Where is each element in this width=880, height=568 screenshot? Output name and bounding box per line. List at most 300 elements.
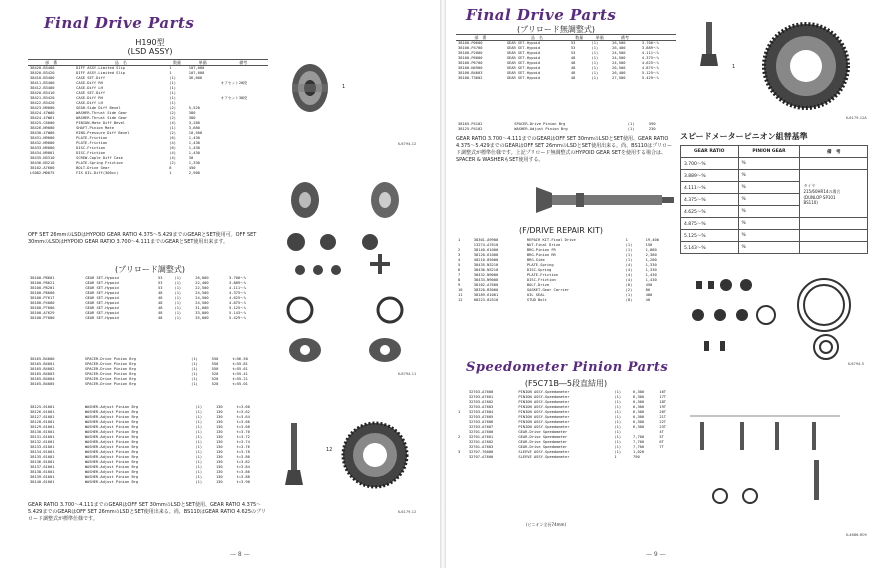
table-cell: 5.429～% (641, 76, 659, 80)
table-cell: GEAR SET-Hypoid (85, 306, 119, 310)
table-cell: (8) (625, 283, 633, 287)
col-header: 備考 (610, 35, 640, 41)
table-cell: 19T (659, 405, 667, 409)
table-cell: SCREW-Cople Diff Case (76, 156, 123, 160)
table-cell: 130 (215, 455, 223, 459)
table-cell: オフセット30段 (220, 96, 247, 100)
table-cell: 80 (645, 288, 651, 292)
table-cell: (4) (169, 121, 176, 125)
table-cell: 4 (458, 258, 461, 262)
table-cell: 23T (659, 425, 667, 429)
table-cell: GEAR SET-Hypoid (85, 281, 119, 285)
table-cell: 38100-B4603 (458, 71, 483, 75)
table-row (28, 382, 268, 387)
ratio-cell: % (738, 242, 800, 254)
table-cell: 4.875～% (229, 301, 247, 305)
table-cell: WASHER-Adjust Pinion Brg (84, 430, 139, 434)
table-cell: 38130-61001 (30, 430, 55, 434)
table-cell: 38100-P8600 (30, 291, 55, 295)
table-cell: 1,020 (633, 450, 645, 454)
ratio-col-header: GEAR RATIO (681, 146, 739, 158)
table-cell: 130 (215, 430, 223, 434)
table-cell: WASHER-Adjust Pinion Brg (84, 410, 139, 414)
table-cell: (1) (174, 281, 182, 285)
table-cell: 35,000 (195, 316, 209, 320)
table-cell: (1) (191, 367, 198, 371)
table-cell: 550 (211, 362, 219, 366)
table-cell: 5.125～% (229, 306, 247, 310)
preload-section-title: (プリロード調整式) (115, 265, 185, 274)
table-cell: 1 (169, 71, 172, 75)
diff-case-illustration (285, 180, 415, 220)
table-cell: GEAR SET-Hypoid (506, 51, 541, 55)
ratio-note-cell (800, 230, 868, 242)
table-cell: 38432-N9000 (473, 273, 499, 277)
callout-1: 1 (342, 84, 346, 90)
table-cell: 32703-A7605 (468, 415, 494, 419)
table-cell: 38127-61001 (30, 415, 55, 419)
table-cell: (1) (169, 81, 176, 85)
table-cell: 4.111～% (641, 51, 659, 55)
table-cell: t=3.60 (236, 405, 250, 409)
table-cell: 790 (633, 455, 640, 459)
table-cell: 4T (659, 430, 664, 434)
table-cell: 4.625～% (641, 61, 659, 65)
table-cell: GEAR SET-Hypoid (506, 41, 541, 45)
table-cell: 53 (158, 281, 163, 285)
table-cell: 40210-85000 (473, 258, 499, 262)
ratio-cell: 4.111～% (681, 182, 739, 194)
table-cell: (1) (169, 86, 176, 90)
table-cell: 1,330 (645, 268, 657, 272)
table-cell: DIFF ASSY-Limited Slip (76, 71, 126, 75)
figure-caption: K-6794-5 (848, 362, 865, 366)
table-cell: 38433-N9000 (473, 278, 499, 282)
table-cell: OIL SEAL (526, 293, 545, 297)
table-cell: (1) (169, 76, 176, 80)
table-cell: 38434-N9001 (30, 151, 55, 155)
table-cell: (1) (195, 440, 203, 444)
table-cell: PINION ASSY-Speedometer (518, 395, 570, 399)
col-header: 部 番 (456, 35, 505, 41)
table-cell: 7T (659, 445, 664, 449)
table-cell: (1) (195, 435, 203, 439)
table-cell: 38126-61001 (30, 410, 55, 414)
table-cell: BRG-Pinion FR (526, 248, 556, 252)
table-cell: 6T (659, 440, 664, 444)
table-cell: 150 (645, 243, 653, 247)
table-cell: 24,500 (612, 51, 626, 55)
table-cell (456, 455, 467, 460)
table-cell: (1) (195, 465, 203, 469)
table-cell: (1) (195, 445, 203, 449)
table-cell: SPACER-Drive Pinion Brg (84, 382, 136, 386)
table-cell: (2) (169, 131, 176, 135)
lsd-exploded-parts-illustration (280, 230, 420, 370)
table-cell: (4) (625, 268, 633, 272)
table-cell: 1,430 (645, 273, 657, 277)
ratio-row (681, 230, 868, 242)
speedo-parts-table (456, 390, 676, 460)
table-cell: (1) (625, 248, 633, 252)
table-cell: 4.375～% (641, 56, 659, 60)
table-cell: 520 (211, 372, 219, 376)
table-cell: 550 (211, 367, 219, 371)
table-cell: 2 (458, 435, 461, 439)
table-cell: DISC-Friction (526, 278, 556, 282)
table-cell: (1) (174, 276, 182, 280)
table-cell: t=55.41 (232, 372, 248, 376)
table-cell: 5.143～% (229, 311, 247, 315)
table-cell: WASHER-Adjust Pinion Brg (514, 127, 568, 131)
table-cell: 38120-61000 (473, 253, 499, 257)
table-cell: 3,280 (188, 121, 200, 125)
table-cell: 48 (158, 301, 163, 305)
table-cell: 38433-N9000 (30, 146, 55, 150)
table-cell: (1) (591, 46, 599, 50)
repair-kit-parts-illustration (686, 275, 856, 365)
table-cell: 38136-61001 (30, 460, 55, 464)
table-cell: 08223-82510 (473, 298, 499, 302)
table-cell: WASHER-Thrust Side Gear (76, 116, 128, 120)
table-cell: 38320-B3000 (473, 288, 499, 292)
table-cell: オフセット20段 (220, 81, 247, 85)
ring-gear-illustration (696, 14, 876, 114)
speedometer-pinion-illustration (690, 410, 860, 520)
table-cell: 19,400 (645, 238, 659, 242)
figure-caption: K-6794-11 (398, 372, 417, 376)
table-cell: (1) (614, 390, 622, 394)
table-cell: CASE-Diff LH (76, 101, 103, 105)
table-cell: PINION ASSY-Speedometer (518, 405, 570, 409)
table-cell: BRG-Side (526, 258, 545, 262)
table-cell: t=3.76 (236, 445, 250, 449)
table-cell: 5,520 (188, 106, 200, 110)
table-cell: GEAR SET-Hypoid (85, 286, 119, 290)
table-cell: 6,300 (633, 405, 645, 409)
table-cell: t=55.81 (232, 362, 248, 366)
left-page-title: Final Drive Parts (44, 14, 195, 32)
table-cell: 38100-P6000 (458, 56, 483, 60)
table-cell: GEAR SET-Hypoid (506, 66, 541, 70)
table-cell: t=3.62 (236, 410, 250, 414)
table-cell: 38165-B4001 (30, 362, 55, 366)
table-cell: 130 (215, 405, 223, 409)
table-cell: 1 (625, 238, 628, 242)
table-cell: 130 (215, 445, 223, 449)
table-cell: GEAR SET-Hypoid (85, 311, 119, 315)
table-cell: (4) (625, 273, 633, 277)
table-cell: 7 (458, 273, 461, 277)
table-row (28, 480, 268, 485)
table-cell: 38100-P8621 (30, 281, 55, 285)
page-number: — 8 — (230, 551, 250, 558)
table-cell: 130 (215, 475, 223, 479)
table-cell: (1) (614, 395, 622, 399)
table-cell: (4) (169, 151, 176, 155)
table-cell: WASHER-Adjust Pinion Brg (84, 420, 139, 424)
table-cell: 22,500 (195, 286, 209, 290)
table-row (456, 298, 676, 303)
table-cell: (1) (191, 362, 198, 366)
table-cell: 38129-61001 (30, 425, 55, 429)
table-cell: SLEEVE ASSY-Speedometer (518, 450, 570, 454)
table-cell: 24,500 (612, 61, 626, 65)
table-cell: 38431-N9000 (30, 136, 55, 140)
table-cell: (1) (174, 306, 182, 310)
table-cell: (8) (625, 298, 633, 302)
table-cell: 38165-B4002 (30, 367, 55, 371)
table-cell: 38100-P6700 (458, 61, 483, 65)
table-cell: 38425-C6000 (30, 121, 55, 125)
table-cell: 38100-P7600 (30, 306, 55, 310)
table-cell: 38100-P0600 (458, 41, 483, 45)
table-cell: 130 (215, 425, 223, 429)
table-cell: (1) (627, 127, 635, 131)
table-cell: PINION ASSY-Speedometer (518, 415, 570, 419)
table-cell: 32703-A7604 (468, 410, 494, 414)
table-cell: t=56.50 (232, 357, 248, 361)
table-cell: GEAR-Drive Speedometer (518, 435, 568, 439)
table-cell: (1) (174, 316, 182, 320)
table-cell: 38135-61001 (30, 455, 55, 459)
table-cell: PINION ASSY-Speedometer (518, 400, 570, 404)
table-cell: 3.700～% (229, 276, 247, 280)
col-header: 備考 (219, 60, 268, 66)
table-cell: 38420-B3420 (30, 71, 55, 75)
table-cell: 10,500 (188, 131, 203, 135)
table-cell: GEAR-Side Diff Bevel (76, 106, 121, 110)
no-preload-spacer-table (456, 122, 676, 132)
table-cell: 130 (215, 435, 223, 439)
table-cell: 38131-61001 (30, 435, 55, 439)
table-cell: 130 (215, 480, 223, 484)
table-cell: 6,300 (633, 395, 645, 399)
table-cell: (1) (195, 480, 203, 484)
table-cell: 4.111～% (229, 286, 247, 290)
table-cell: (1) (169, 91, 176, 95)
table-cell: 3 (458, 253, 461, 257)
table-cell: DISC-Friction (76, 151, 106, 155)
table-cell: 38411-B3400 (30, 81, 55, 85)
table-cell: 3,680 (188, 126, 200, 130)
table-cell: 24,500 (612, 56, 626, 60)
table-cell: 38436-N3210 (30, 161, 55, 165)
table-cell: 8 (458, 278, 461, 282)
table-cell: 6,300 (633, 410, 645, 414)
col-header: 数量 (569, 35, 590, 41)
table-cell: (1) (195, 410, 203, 414)
table-cell: t=55.01 (232, 382, 248, 386)
ratio-cell: % (738, 218, 800, 230)
table-cell: 1,430 (188, 151, 200, 155)
ratio-cell: % (738, 170, 800, 182)
table-cell: 1 (458, 238, 461, 242)
table-cell: 107,000 (188, 66, 205, 70)
ratio-row (681, 170, 868, 182)
table-cell: 38424-47W01 (30, 116, 55, 120)
table-cell: t=3.74 (236, 440, 250, 444)
table-cell: 550 (211, 357, 219, 361)
table-cell: GEAR SET-Hypoid (506, 61, 541, 65)
table-cell: STUD Bolt (526, 298, 547, 302)
table-cell: t=3.90 (236, 480, 250, 484)
table-cell: 130 (215, 470, 223, 474)
table-cell: 38140-61000 (473, 248, 499, 252)
table-cell: 1,330 (645, 263, 657, 267)
repair-kit-section-title: (F/DRIVE REPAIR KIT) (518, 226, 604, 235)
table-cell: 38100-P4000 (30, 301, 55, 305)
table-cell: 5 (458, 263, 461, 267)
ratio-row (681, 158, 868, 170)
table-cell: 38422-B3420 (30, 101, 55, 105)
table-cell: GEAR SET-Hypoid (506, 56, 541, 60)
table-cell: 6,300 (633, 425, 645, 429)
table-cell: (1) (614, 415, 622, 419)
table-cell: 520 (211, 377, 219, 381)
table-cell: CASE-Diff RH (76, 81, 103, 85)
table-cell: (2) (169, 106, 176, 110)
ratio-col-header: PINION GEAR (738, 146, 800, 158)
table-cell: 48 (570, 76, 576, 80)
hypoid-gear-set-illustration (285, 415, 415, 495)
table-cell: 1,430 (188, 146, 200, 150)
page-number: — 9 — (646, 551, 666, 558)
table-cell: (4) (169, 156, 176, 160)
table-row (28, 171, 268, 176)
table-cell: 38435-N3310 (30, 156, 55, 160)
table-cell: GEAR SET-Hypoid (85, 291, 119, 295)
table-cell: 7,700 (633, 445, 645, 449)
table-cell: WASHER-Thrust Side Gear (76, 111, 128, 115)
table-cell: 1,880 (645, 248, 657, 252)
table-cell: 38435-N3210 (473, 263, 499, 267)
table-cell: (1) (625, 258, 633, 262)
table-cell: DISC-Spring (526, 268, 552, 272)
preload-gear-table (28, 276, 268, 321)
table-cell: 38100-P2000 (458, 51, 483, 55)
table-cell: PINION ASSY-Speedometer (518, 390, 570, 394)
table-cell: 38301-A9900 (473, 238, 499, 242)
table-cell: t=3.68 (236, 425, 250, 429)
table-cell: 27,500 (612, 76, 626, 80)
table-cell: 6,300 (633, 390, 645, 394)
table-cell: 6,300 (633, 400, 645, 404)
table-cell: 38189-61001 (473, 293, 499, 297)
table-cell: (1) (614, 405, 622, 409)
table-cell: WASHER-Adjust Pinion Brg (84, 480, 139, 484)
ratio-cell: % (738, 206, 800, 218)
ratio-table-title: スピードメーターピニオン組替基準 (680, 132, 808, 141)
table-cell: (1) (614, 430, 622, 434)
table-cell: (1) (591, 61, 599, 65)
right-page-title: Final Drive Parts (466, 6, 617, 24)
table-cell: 38132-61001 (30, 440, 55, 444)
repair-kit-table (456, 238, 676, 303)
table-cell: (1) (591, 56, 599, 60)
table-cell: PLATE-Friction (76, 141, 108, 145)
table-cell: 2,380 (645, 253, 657, 257)
table-cell: 1,430 (188, 141, 200, 145)
table-row (28, 316, 268, 321)
table-cell: 26,500 (612, 66, 626, 70)
table-cell: (6) (169, 146, 176, 150)
table-cell: BOLT-Drive (526, 283, 550, 287)
table-cell: SLEEVE ASSY-Speedometer (518, 455, 570, 459)
table-cell: WASHER-Adjust Pinion Brg (84, 425, 139, 429)
callout-1: 1 (732, 64, 736, 70)
table-cell: 38100-T3602 (458, 76, 483, 80)
left-subtitle-assy: (LSD ASSY) (127, 47, 173, 56)
table-cell: (1) (169, 126, 176, 130)
table-cell: 1 (614, 455, 617, 459)
table-cell: 38102-A7600 (30, 166, 55, 170)
table-cell: (1) (195, 460, 203, 464)
table-cell: 38128-61001 (30, 420, 55, 424)
table-cell: WASHER-Adjust Pinion Brg (84, 440, 139, 444)
table-cell (668, 127, 676, 132)
table-cell: 38432-N9000 (30, 141, 55, 145)
table-cell: 53 (570, 41, 576, 45)
table-cell: 130 (215, 465, 223, 469)
table-cell: 38100-P8601 (30, 276, 55, 280)
table-cell: (4) (169, 141, 176, 145)
table-cell: 590 (648, 122, 656, 126)
speedo-section-title: Speedometer Pinion Parts (466, 360, 669, 375)
table-cell: t=3.78 (236, 450, 250, 454)
table-cell: t=3.86 (236, 470, 250, 474)
col-header: 数量 (167, 60, 187, 66)
table-cell: WASHER-Adjust Pinion Brg (84, 435, 139, 439)
table-cell: 1 (458, 410, 461, 414)
table-cell: 38137-61001 (30, 465, 55, 469)
no-preload-gear-table (456, 34, 676, 81)
lsd-parts-table (28, 59, 268, 176)
table-cell: GASKET-Gear Carrier (526, 288, 570, 292)
table-cell: 12 (458, 298, 463, 302)
table-row (456, 455, 676, 460)
table-cell: NUT-Final Drive (526, 243, 561, 247)
table-cell: 48 (158, 311, 163, 315)
table-cell: 48 (158, 306, 163, 310)
right-page (446, 0, 880, 568)
table-cell: 38133-61001 (30, 445, 55, 449)
table-cell: GEAR SET-Hypoid (85, 296, 119, 300)
table-cell: 38134-61001 (30, 450, 55, 454)
table-cell: PLATE-Spring Friction (76, 161, 123, 165)
table-cell: GEAR-Drive Speedometer (518, 445, 568, 449)
table-cell: 32703-A7603 (468, 405, 494, 409)
table-cell: SHAFT-Pinion Mate (76, 126, 114, 130)
table-cell: 230 (648, 127, 656, 131)
table-cell: 32703-A7600 (468, 390, 494, 394)
table-cell: 30 (188, 156, 194, 160)
table-cell: (6) (169, 136, 176, 140)
table-cell: 1 (169, 66, 172, 70)
ratio-cell: % (738, 194, 800, 206)
table-cell: 4.375～% (229, 291, 247, 295)
table-cell: 38165-B4003 (30, 372, 55, 376)
table-cell: 11 (458, 293, 463, 297)
ratio-note-cell (800, 158, 868, 170)
table-cell: 38100-P8201 (30, 286, 55, 290)
table-cell: 38139-61001 (30, 475, 55, 479)
table-cell: 6,300 (633, 420, 645, 424)
table-cell: (4) (625, 278, 633, 282)
table-cell: 10 (458, 288, 463, 292)
table-cell: FIX OIL-Diff(300cc) (76, 171, 119, 175)
table-cell: BOLT-Drive Gear (76, 166, 110, 170)
